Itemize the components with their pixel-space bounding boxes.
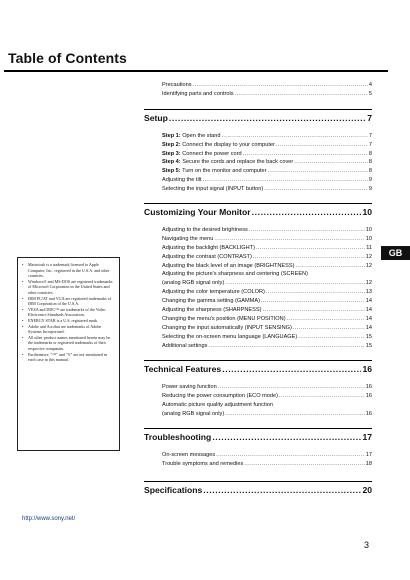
toc-entry-title — [162, 185, 263, 194]
toc-page-number: 7 — [368, 141, 372, 148]
toc-section-heading[interactable] — [144, 360, 372, 377]
section-entries — [144, 126, 372, 194]
dot-leader — [212, 432, 361, 442]
dot-leader — [225, 410, 365, 419]
website-url[interactable]: http://www.sony.net/ — [22, 516, 76, 522]
toc-entry-text: On-screen messages — [162, 452, 216, 459]
toc-section-heading[interactable] — [144, 203, 372, 220]
trademark-note — [22, 296, 114, 307]
toc-page-number: 14 — [365, 307, 372, 314]
trademark-notes — [17, 257, 120, 451]
section-page-number: 10 — [362, 207, 372, 218]
trademark-note-text: IBM PC/AT and VGA are registered trademarks of IBM Corporation of the U.S.A. — [28, 295, 112, 307]
toc-entry[interactable] — [162, 262, 372, 271]
toc-entry[interactable] — [162, 392, 372, 401]
toc-entry-title — [162, 90, 234, 99]
toc-step-label: Step 2: — [162, 141, 181, 148]
page-number: 3 — [364, 540, 370, 550]
dot-leader — [256, 244, 365, 253]
toc-entry[interactable] — [162, 342, 372, 351]
toc-page-number: 9 — [368, 186, 372, 193]
dot-leader — [235, 90, 368, 99]
dot-leader — [287, 315, 365, 324]
toc-entry-title — [162, 226, 248, 235]
toc-entry-text: Changing the gamma setting (GAMMA) — [162, 298, 260, 305]
toc-entry-text: Adjusting the color temperature (COLOR) — [162, 289, 265, 296]
toc-page-number: 17 — [365, 452, 372, 459]
toc-entry-title — [162, 244, 255, 253]
toc-entry[interactable] — [162, 451, 372, 460]
toc-entry[interactable] — [162, 235, 372, 244]
toc-entry[interactable] — [162, 253, 372, 262]
section-entries — [144, 377, 372, 419]
toc-step-label: Step 1: — [162, 132, 181, 139]
bullet-icon: • — [22, 351, 24, 357]
toc-entry-text: Selecting the on-screen menu language (LANGUAGE) — [162, 333, 298, 340]
toc-entry[interactable] — [162, 244, 372, 253]
toc-entry-text: Adjusting the backlight (BACKLIGHT) — [162, 244, 255, 251]
toc-entry-title — [162, 253, 252, 262]
toc-entry[interactable] — [162, 315, 372, 324]
section-entries — [144, 220, 372, 350]
toc-step-label: Step 4: — [162, 159, 181, 166]
toc-entry[interactable] — [162, 333, 372, 342]
toc-entry-text: Adjusting to the desired brightness — [162, 227, 248, 234]
toc-page-number: 10 — [365, 235, 372, 242]
dot-leader — [244, 460, 365, 469]
bullet-icon: • — [22, 334, 24, 340]
trademark-note-text: Macintosh is a trademark licensed to Apple Computer, Inc., registered in the U.S.A. and other countries. — [28, 262, 110, 279]
toc-entry-title — [162, 158, 293, 167]
toc-section-heading[interactable] — [144, 109, 372, 126]
dot-leader — [295, 262, 364, 271]
dot-leader — [216, 451, 365, 460]
intro-entries — [144, 81, 372, 99]
dot-leader — [225, 279, 365, 288]
dot-leader — [252, 207, 362, 217]
toc-page-number: 16 — [365, 393, 372, 400]
trademark-note-text: All other product names mentioned herein may be the trademarks or registered trademarks of their respective companies. — [28, 334, 111, 351]
dot-leader — [267, 167, 367, 176]
bullet-icon: • — [22, 278, 24, 284]
toc-entry-title — [162, 410, 224, 419]
toc-section — [144, 481, 372, 498]
toc-step-label: Step 3: — [162, 150, 181, 157]
toc-entry-text: Power saving function — [162, 384, 217, 391]
language-badge: GB — [381, 246, 410, 260]
toc-entry-text: Additional settings — [162, 342, 208, 349]
toc-entry-title — [162, 306, 262, 315]
toc-section — [144, 360, 372, 419]
section-title: Setup — [144, 112, 168, 123]
section-title: Troubleshooting — [144, 432, 212, 443]
section-title: Customizing Your Monitor — [144, 207, 251, 218]
toc-entry-text: Secure the cords and replace the back cover — [180, 159, 294, 166]
trademark-note-text: Windows® and MS-DOS are registered trademarks of Microsoft Corporation in the United States and other countries. — [28, 278, 113, 295]
toc-entry-text: Trouble symptoms and remedies — [162, 460, 244, 467]
dot-leader — [218, 383, 365, 392]
toc-entry[interactable] — [162, 176, 372, 185]
toc-entry-text: Connect the display to your computer — [180, 141, 275, 148]
dot-leader — [279, 392, 365, 401]
toc-entry-title — [162, 288, 265, 297]
section-page-number: 16 — [362, 364, 372, 375]
section-entries — [144, 445, 372, 469]
toc-entry-text: Adjusting the sharpness (SHARPNESS) — [162, 307, 262, 314]
toc-entry-title — [162, 279, 224, 288]
toc-entry-title — [162, 342, 207, 351]
dot-leader — [264, 185, 368, 194]
toc-entry-title — [162, 383, 217, 392]
toc-entry-text: Automatic picture quality adjustment function — [162, 402, 274, 409]
toc-entry-title — [162, 324, 292, 333]
toc-entry-text: Adjusting the black level of an image (BRIGHTNESS) — [162, 262, 295, 269]
toc-page-number: 8 — [368, 150, 372, 157]
toc-entry[interactable] — [162, 324, 372, 333]
toc-entry-text: Changing the input automatically (INPUT SENSING) — [162, 324, 292, 331]
toc-page-number: 8 — [368, 159, 372, 166]
toc-entry[interactable] — [162, 185, 372, 194]
toc-entry-text: Precautions — [162, 82, 192, 88]
toc-entry[interactable] — [162, 141, 372, 150]
toc-entry-text: Navigating the menu — [162, 235, 214, 242]
toc-page-number: 18 — [365, 460, 372, 467]
toc-entry-title — [162, 460, 243, 469]
trademark-note-text: Furthermore, "™" and "®" are not mentioned in each case in this manual. — [28, 351, 108, 363]
toc-entry[interactable] — [162, 226, 372, 235]
toc-entry-text: Selecting the input signal (INPUT button) — [162, 186, 264, 193]
trademark-note-text: VESA and DDC™ are trademarks of the Video Electronics Standards Association. — [28, 306, 106, 318]
dot-leader — [293, 324, 365, 333]
dot-leader — [222, 364, 361, 374]
dot-leader — [253, 253, 365, 262]
toc-entry[interactable] — [162, 90, 372, 99]
dot-leader — [249, 226, 365, 235]
section-title: Technical Features — [144, 364, 222, 375]
toc-entry[interactable] — [162, 383, 372, 392]
dot-leader — [266, 288, 365, 297]
toc-entry[interactable] — [162, 158, 372, 167]
toc-page-number: 12 — [365, 280, 372, 287]
toc-entry[interactable] — [162, 401, 372, 410]
toc-entry-text: Connect the power cord — [180, 150, 242, 157]
bullet-icon: • — [22, 262, 24, 267]
toc-entry-title — [162, 141, 275, 150]
toc-page-number: 12 — [365, 262, 372, 269]
bullet-icon: • — [22, 317, 24, 323]
bullet-icon: • — [22, 323, 24, 329]
toc-entry[interactable] — [162, 279, 372, 288]
trademark-note — [22, 352, 114, 363]
toc-entry-text: Turn on the monitor and computer — [180, 168, 267, 175]
table-of-contents — [144, 81, 372, 498]
dot-leader — [208, 342, 364, 351]
toc-entry[interactable] — [162, 167, 372, 176]
trademark-note-text: Adobe and Acrobat are trademarks of Adobe Systems Incorporated. — [28, 323, 102, 335]
dot-leader — [221, 132, 367, 141]
toc-entry-title — [162, 297, 260, 306]
dot-leader — [203, 485, 361, 495]
toc-page-number: 14 — [365, 324, 372, 331]
toc-page-number: 15 — [365, 342, 372, 349]
trademark-note — [22, 279, 114, 296]
toc-entry-title — [162, 270, 308, 279]
trademark-note-text: ENERGY STAR is a U.S. registered mark. — [28, 317, 99, 323]
dot-leader — [214, 235, 364, 244]
section-title: Specifications — [144, 484, 203, 495]
toc-entry-title — [162, 150, 242, 159]
toc-entry-title — [162, 132, 220, 141]
toc-entry-text: Changing the menu's position (MENU POSITION) — [162, 315, 286, 322]
toc-section — [144, 428, 372, 469]
toc-page-number: 13 — [365, 289, 372, 296]
title-divider — [4, 70, 388, 72]
dot-leader — [294, 158, 368, 167]
toc-entry-title — [162, 333, 297, 342]
dot-leader — [243, 150, 368, 159]
toc-entry-text: (analog RGB signal only) — [162, 411, 225, 418]
toc-entry-title — [162, 235, 213, 244]
toc-entry-text: (analog RGB signal only) — [162, 280, 225, 287]
toc-entry-text: Open the stand — [180, 132, 221, 139]
toc-section-heading[interactable] — [144, 428, 372, 445]
toc-entry-title — [162, 176, 202, 185]
toc-entry-title — [162, 81, 192, 90]
toc-entry-text: Adjusting the picture's sharpness and centering (SCREEN) — [162, 271, 308, 278]
page-title: Table of Contents — [8, 50, 127, 66]
toc-page-number: 11 — [366, 244, 372, 251]
section-page-number: 17 — [362, 432, 372, 443]
dot-leader — [261, 297, 365, 306]
toc-page-number: 16 — [365, 384, 372, 391]
dot-leader — [263, 306, 365, 315]
toc-step-label: Step 5: — [162, 168, 181, 175]
dot-leader — [203, 176, 368, 185]
toc-entry-title — [162, 401, 273, 410]
toc-section-heading[interactable] — [144, 481, 372, 498]
toc-page-number: 15 — [365, 333, 372, 340]
dot-leader — [298, 333, 365, 342]
dot-leader — [276, 141, 368, 150]
trademark-note — [22, 324, 114, 335]
toc-entry-title — [162, 315, 286, 324]
dot-leader — [193, 81, 368, 90]
trademark-note — [22, 307, 114, 318]
toc-entry[interactable] — [162, 150, 372, 159]
toc-entry-title — [162, 392, 278, 401]
toc-entry-text: Identifying parts and controls — [162, 90, 234, 97]
toc-entry[interactable] — [162, 306, 372, 315]
toc-page-number: 7 — [368, 132, 372, 139]
toc-entry[interactable] — [162, 460, 372, 469]
toc-page-number: 12 — [365, 253, 372, 260]
toc-entry[interactable] — [162, 270, 372, 279]
trademark-note — [22, 335, 114, 352]
toc-page-number: 14 — [365, 315, 372, 322]
toc-page-number: 16 — [365, 411, 372, 418]
toc-page-number: 8 — [368, 168, 372, 175]
toc-section — [144, 203, 372, 350]
toc-entry-text: Adjusting the tilt — [162, 177, 202, 184]
trademark-note — [22, 262, 114, 279]
toc-entry[interactable] — [162, 288, 372, 297]
toc-entry[interactable] — [162, 81, 372, 90]
toc-entry[interactable] — [162, 132, 372, 141]
toc-entry[interactable] — [162, 410, 372, 419]
toc-page-number: 10 — [365, 227, 372, 234]
toc-entry-title — [162, 167, 266, 176]
toc-page-number: 14 — [365, 298, 372, 305]
toc-entry[interactable] — [162, 297, 372, 306]
section-page-number: 20 — [362, 484, 372, 495]
dot-leader — [169, 113, 366, 123]
section-page-number: 7 — [367, 112, 372, 123]
toc-page-number: 4 — [368, 82, 372, 88]
toc-entry-text: Reducing the power consumption (ECO mode) — [162, 393, 278, 400]
toc-entry-title — [162, 262, 294, 271]
toc-page-number: 9 — [368, 177, 372, 184]
toc-entry-text: Adjusting the contrast (CONTRAST) — [162, 253, 252, 260]
bullet-icon: • — [22, 306, 24, 312]
toc-section — [144, 109, 372, 194]
toc-page-number: 5 — [368, 90, 372, 97]
bullet-icon: • — [22, 295, 24, 301]
toc-entry-title — [162, 451, 215, 460]
